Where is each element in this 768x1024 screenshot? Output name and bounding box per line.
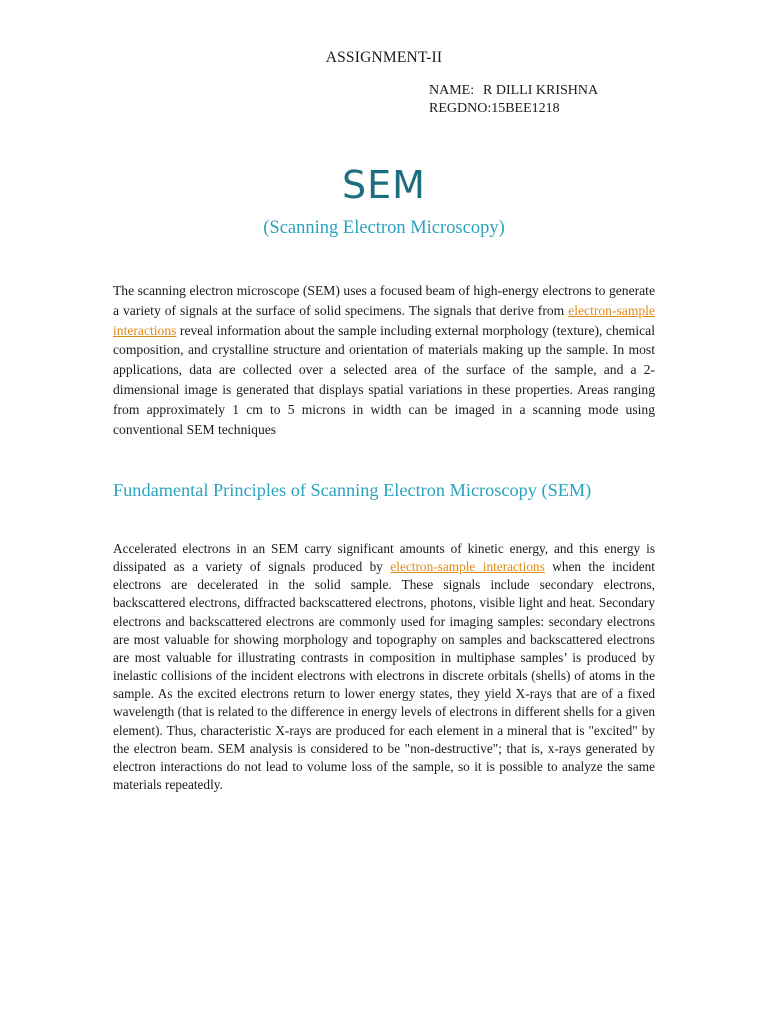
name-value: R DILLI KRISHNA	[483, 83, 599, 98]
intro-text-after-link: reveal information about the sample including external morphology (texture), chemical composition, and crystalline structure and orientation of materials making up the sample. In most applications, data are collected over a selected area of the surface of the sample, and a 2-dimensional image is generated that displays spatial variations in these properties. Areas ranging from approximately 1 cm to 5 microns in width can be imaged in a scanning mode using conventional SEM techniques	[113, 322, 655, 437]
principles-text-before-link: Accelerated electrons in an SEM carry significant amounts of kinetic energy, and this energy is dissipated as a variety of signals produced by	[113, 541, 655, 575]
registration-number: REGDNO:15BEE1218	[429, 101, 560, 116]
assignment-heading: ASSIGNMENT-II	[325, 49, 443, 66]
intro-paragraph	[113, 281, 655, 439]
student-name	[429, 82, 598, 100]
principles-link[interactable]: electron-sample interactions	[390, 559, 545, 575]
name-label: NAME:	[429, 83, 475, 98]
document-subtitle: (Scanning Electron Microscopy)	[263, 218, 505, 238]
document-title: SEM	[342, 163, 426, 207]
principles-paragraph	[113, 540, 655, 794]
section-heading: Fundamental Principles of Scanning Electron Microscopy (SEM)	[113, 480, 592, 500]
intro-text-before-link: The scanning electron microscope (SEM) uses a focused beam of high-energy electrons to generate a variety of signals at the surface of solid specimens. The signals that derive from	[113, 283, 655, 318]
intro-link[interactable]: electron-sample interactions	[113, 302, 655, 338]
principles-text-after-link: when the incident electrons are decelerated in the solid sample. These signals include secondary electrons, backscattered electrons, diffracted backscattered electrons, photons, visible light and heat. Secondary electrons and backscattered electrons are commonly used for imaging samples: secondary electrons are most valuable for showing morphology and topography on samples and backscattered electrons are most valuable for illustrating contrasts in composition in multiphase samples’ is produced by inelastic collisions of the incident electrons with electrons in discrete orbitals (shells) of atoms in the sample. As the excited electrons return to lower energy states, they yield X-rays that are of a fixed wavelength (that is related to the difference in energy levels of electrons in different shells for a given element). Thus, characteristic X-rays are produced for each element in a mineral that is "excited" by the electron beam. SEM analysis is considered to be "non-destructive"; that is, x-rays generated by electron interactions do not lead to volume loss of the sample, so it is possible to analyze the same materials repeatedly.	[113, 559, 655, 793]
